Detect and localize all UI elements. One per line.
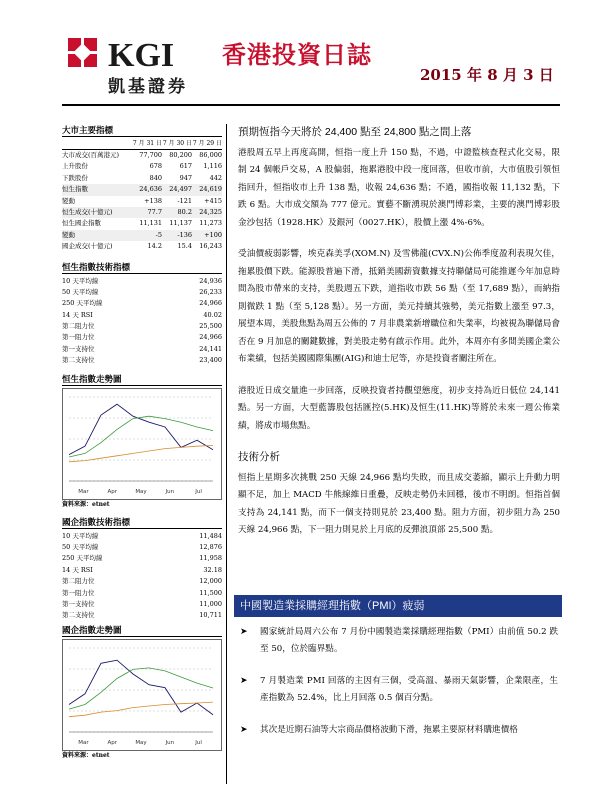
col-header: 7 月 31 日 <box>132 140 162 147</box>
table-row: 下跌股份 840 947 442 <box>62 173 222 182</box>
table-row: 50 天平均線 26,233 <box>62 287 222 296</box>
x-tick-label: Jun <box>165 488 175 495</box>
table-row: 第二阻力位 25,500 <box>62 322 222 331</box>
hscei-chart-title: 國企指數走勢圖 <box>62 624 222 637</box>
hscei-chart-source: 資料來源：etnet <box>62 751 110 759</box>
table-row: 第二支持位 10,711 <box>62 611 222 620</box>
hsi-chart <box>62 388 222 500</box>
x-tick-label: Jun <box>165 739 175 746</box>
table-row: 10 天平均線 24,936 <box>62 276 222 285</box>
col-header: 7 月 29 日 <box>192 140 222 147</box>
list-item: ➤ 國家統計局周六公布 7 月份中國製造業採購經理指數（PMI）由前值 50.2 跌至 50，位於臨界點。 <box>240 624 558 658</box>
list-item: ➤ 其次是近期石油等大宗商品價格波動下滑，拖累主要原材料購進價格 <box>240 722 558 739</box>
table-row: 第二支持位 23,400 <box>62 356 222 365</box>
column-divider <box>226 124 227 784</box>
table-row: 第二阻力位 12,000 <box>62 577 222 586</box>
table-row: 250 天平均線 24,966 <box>62 299 222 308</box>
report-title: 香港投資日誌 <box>222 41 372 69</box>
x-tick-label: Apr <box>107 488 117 495</box>
pmi-bullet-list <box>240 624 558 754</box>
hsi-chart-svg <box>63 389 221 499</box>
arrow-bullet-icon: ➤ <box>240 627 248 637</box>
paragraph: 港股周五早上再度高開，恒指一度上升 150 點，不過，中證監核查程式化交易，限制 24 個帳戶交易，A 股偏弱，拖累港股中段一度回落，但收市前，大市值股引領恒指回升，恒指收市上升 138 點，收報 24,636 點；不過，國指收報 11,132 點，下跌 6 點。大市成交額為 777 億元。實藝不斷湧現於澳門博彩業，主要的澳門博彩股金沙包括（1928.HK）及銀河（0027.HK），股價上漲 4%-6%。 <box>238 147 560 228</box>
table-row: 14 天 RSI 32.18 <box>62 565 222 574</box>
hsi-tech-title: 恒生指數技術指標 <box>62 261 222 274</box>
arrow-bullet-icon: ➤ <box>240 725 248 735</box>
table-row: 第一阻力位 24,966 <box>62 333 222 342</box>
hscei-chart-svg <box>63 640 221 750</box>
arrow-bullet-icon: ➤ <box>240 676 248 686</box>
table-row: 第一支持位 11,000 <box>62 599 222 608</box>
header-divider <box>62 104 560 106</box>
kgi-logo <box>62 30 212 102</box>
col-header: 7 月 30 日 <box>162 140 192 147</box>
table-row: 恒生指數 24,636 24,497 24,619 <box>62 184 222 195</box>
pmi-section-bar: 中國製造業採購經理指數（PMI）疲弱 <box>234 595 562 617</box>
paragraph: 受油價疲弱影響，埃克森美孚(XOM.N) 及雪佛龍(CVX.N)公佈季度盈利表現欠佳，拖累股價下跌。能源股普遍下滑，抵銷美國薪資數據支持聯儲局可能推遲今年加息時間為股市帶來的支持，美股週五下跌，道指收市跌 56 點（至 17,689 點），而納指則微跌 1 點（至 5,128 點）。另一方面，美元持續其強勢，美元指數上漲至 97.3，展望本周，美股焦點為周五公佈的 7 月非農業新增職位和失業率，均被視為聯儲局會否在 9 月加息的關鍵數據，對美股走勢有啟示作用。此外，本周亦有多間美國企業公布業績，包括美國國際集團(AIG)和迪士尼等，亦是投資者關注所在。 <box>238 249 560 364</box>
main-content <box>238 124 560 554</box>
kgi-logo-mark-icon <box>68 38 97 67</box>
sidebar <box>62 124 222 761</box>
hsi-chart-source: 資料來源：etnet <box>62 500 110 508</box>
x-tick-label: Mar <box>78 488 89 495</box>
table-row: 變動 +138 -121 +415 <box>62 196 222 205</box>
paragraph: 港股近日成交量進一步回落，反映投資者持觀望態度，初步支持為近日低位 24,141 點。另一方面，大型藍籌股包括匯控(5.HK)及恒生(11.HK)等將於未來一週公佈業績，將成市場焦點。 <box>238 385 560 431</box>
ma250-line <box>69 445 213 461</box>
table-row: 250 天平均線 11,958 <box>62 554 222 563</box>
logo-text: KGI <box>108 37 175 74</box>
table-row: 上升股份 678 617 1,116 <box>62 162 222 171</box>
headline: 預期恆指今天將於 24,400 點至 24,800 點之間上落 <box>238 126 472 138</box>
market-indicators-colhead <box>62 139 222 150</box>
logo-subtext: 凱基證券 <box>108 77 188 97</box>
table-row: 大市成交(百萬港元) 77,700 80,200 86,000 <box>62 151 222 159</box>
table-row: 10 天平均線 11,484 <box>62 531 222 540</box>
x-tick-label: Mar <box>78 739 89 746</box>
main-series-line <box>69 404 213 454</box>
report-date: 2015 年 8 月 3 日 <box>420 66 554 84</box>
market-indicators-table <box>62 150 222 253</box>
x-tick-label: Apr <box>107 739 117 746</box>
list-item: ➤ 7 月製造業 PMI 回落的主因有三個，受高溫、暴雨天氣影響，企業限產，生產指數為 52.4%，比上月回落 0.5 個百分點。 <box>240 673 558 707</box>
hscei-tech-title: 國企指數技術指標 <box>62 516 222 529</box>
table-row: 國企成交(十億元) 14.2 15.4 16,243 <box>62 242 222 251</box>
table-row: 第一阻力位 11,500 <box>62 588 222 597</box>
tech-analysis-title: 技術分析 <box>238 451 280 463</box>
hscei-tech-table <box>62 531 222 622</box>
table-row: 恒生國企指數 11,131 11,137 11,273 <box>62 219 222 228</box>
table-row: 恒生成交(十億元) 77.7 80.2 24,325 <box>62 207 222 218</box>
market-indicators-title: 大市主要指標 <box>62 124 222 137</box>
table-row: 50 天平均線 12,876 <box>62 543 222 552</box>
x-tick-label: Jul <box>195 739 202 746</box>
x-tick-label: May <box>135 739 147 746</box>
hsi-chart-title: 恒生指數走勢圖 <box>62 373 222 386</box>
x-tick-label: Jul <box>195 488 202 495</box>
hsi-tech-table <box>62 276 222 367</box>
table-row: 第一支持位 24,141 <box>62 344 222 353</box>
ma250-line <box>69 702 213 717</box>
table-row: 14 天 RSI 40.02 <box>62 310 222 319</box>
x-tick-label: May <box>135 488 147 495</box>
table-row: 變動 -5 -136 +100 <box>62 230 222 241</box>
hscei-chart <box>62 639 222 751</box>
ma50-line <box>69 416 213 457</box>
paragraph: 恒指上星期多次挑戰 250 天線 24,966 點均失敗，而且成交萎縮，顯示上升動力明顯不足，加上 MACD 牛熊線維日重疊，反映走勢仍未回穩，後市不明朗。恒指首個支持為 24,141 點，而下一個支持則見於 23,400 點。阻力方面，初步阻力為 250 天線 24,966 點，下一阻力則見於上月底的反彈浪頂部 25,500 點。 <box>238 472 560 535</box>
